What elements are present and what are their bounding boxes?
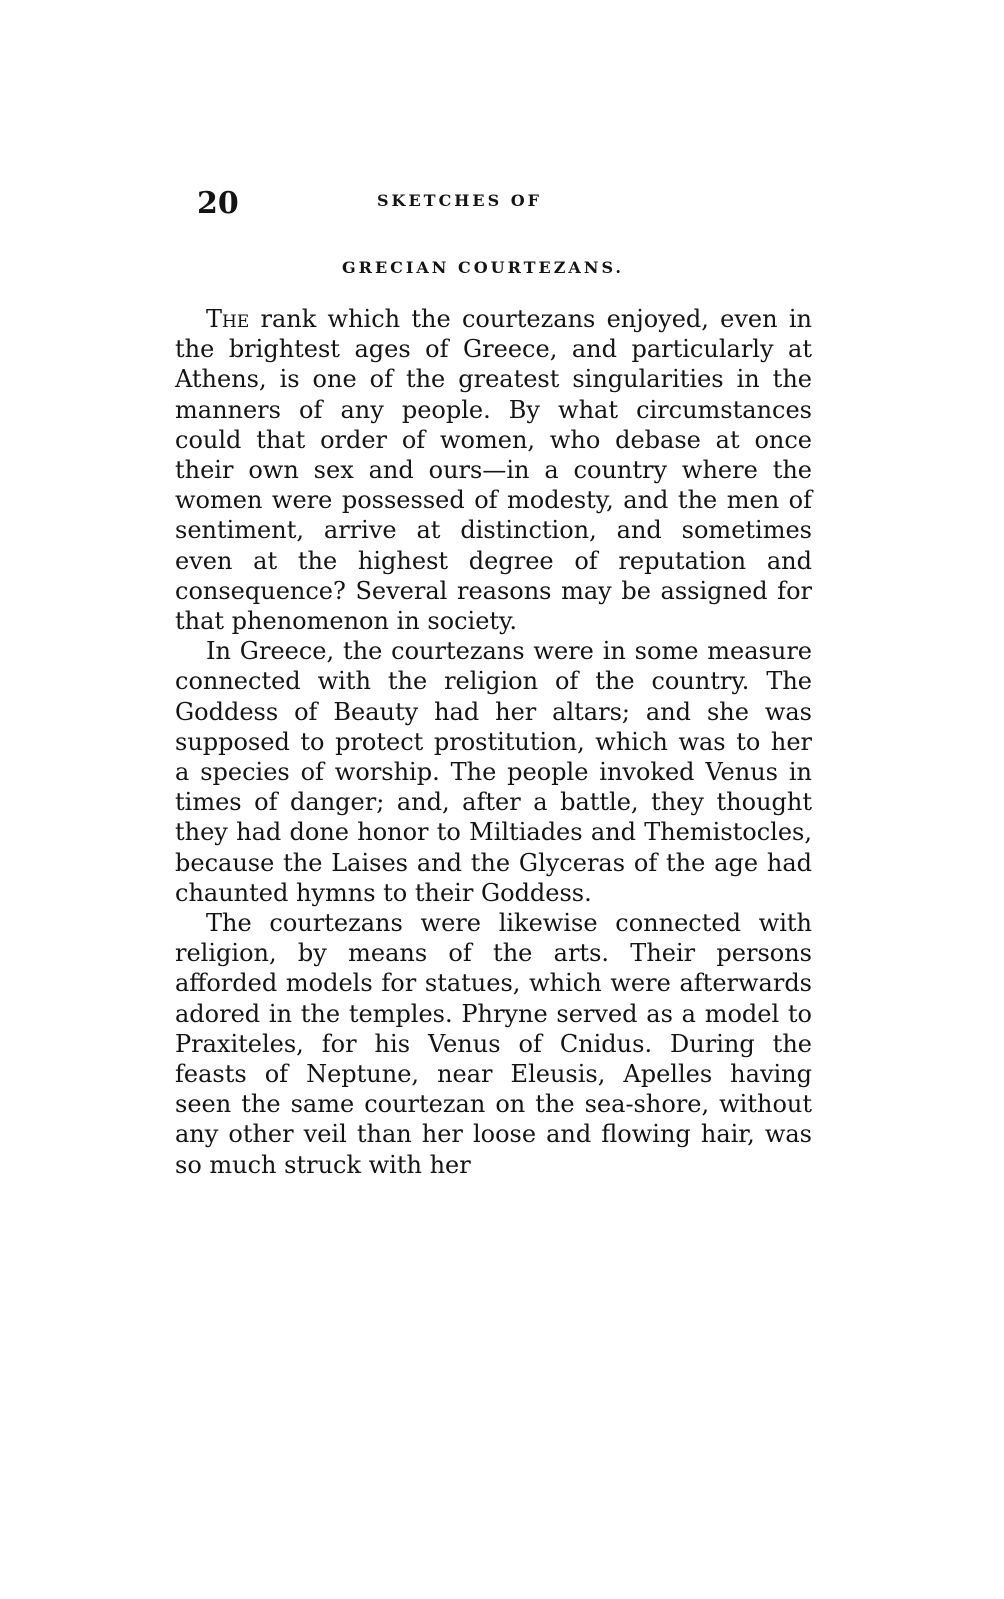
- paragraph-text: rank which the courtezans enjoyed, even in the brightest ages of Greece, and particularly at Athens, is one of the greatest singularities in the manners of any people. By what circumstances could that order of women, who debase at once their own sex and ours—in a country where the women were possessed of modesty, and the men of sentiment, arrive at distinction, and sometimes even at the highest degree of reputation and consequence? Several reasons may be assigned for that phenomenon in society.: [175, 305, 812, 636]
- paragraph-lead: The: [206, 305, 250, 333]
- body-text: [175, 304, 812, 1180]
- paragraph-1: [175, 304, 812, 636]
- section-title: GRECIAN COURTEZANS.: [342, 258, 624, 277]
- paragraph-text: In Greece, the courtezans were in some measure connected with the religion of the country. The Goddess of Beauty had her altars; and she was supposed to protect prostitution, which was to her a species of worship. The people invoked Venus in times of danger; and, after a battle, they thought they had done honor to Miltiades and Themistocles, because the Laises and the Glyceras of the age had chaunted hymns to their Goddess.: [175, 637, 812, 907]
- page-number: 20: [197, 186, 239, 221]
- running-head: SKETCHES OF: [377, 191, 543, 210]
- paragraph-3: [175, 908, 812, 1180]
- paragraph-text: The courtezans were likewise connected with religion, by means of the arts. Their persons afforded models for statues, which were afterwards adored in the temples. Phryne served as a model to Praxiteles, for his Venus of Cnidus. During the feasts of Neptune, near Eleusis, Apelles having seen the same courtezan on the sea-shore, without any other veil than her loose and flowing hair, was so much struck with her: [175, 909, 812, 1179]
- paragraph-2: [175, 636, 812, 908]
